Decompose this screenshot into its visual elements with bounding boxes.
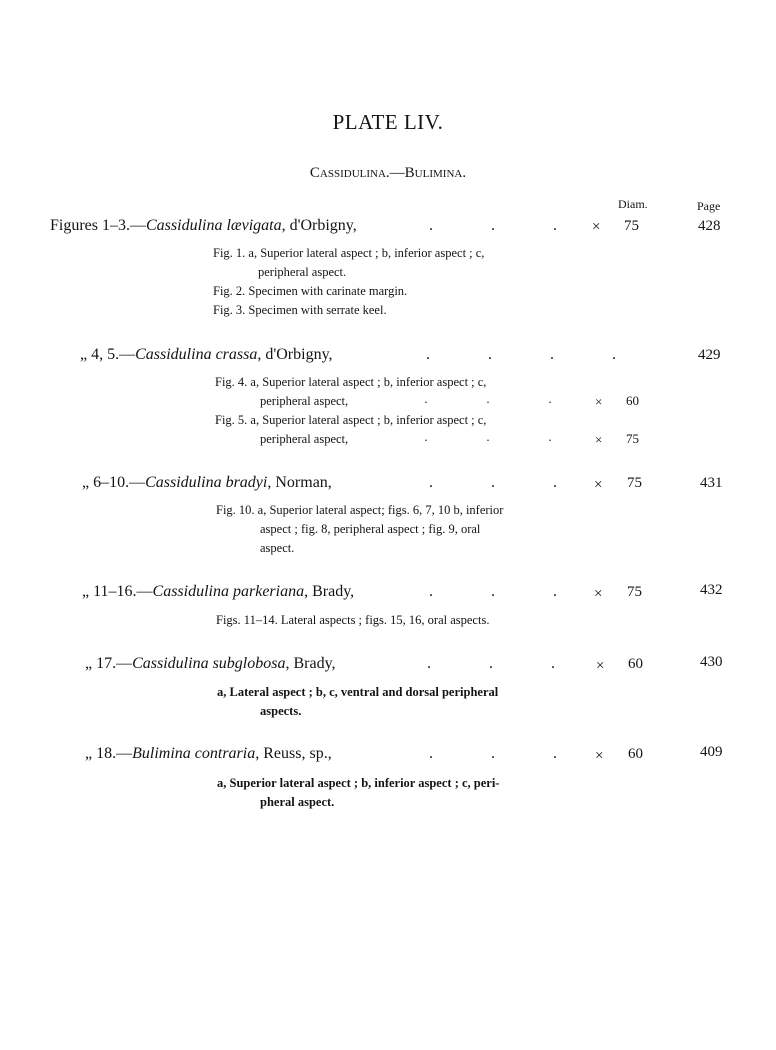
description-line: Fig. 3. Specimen with serrate keel. (213, 303, 387, 317)
entry-page: 429 (698, 347, 721, 363)
entry-species: parkeriana (232, 583, 305, 600)
entry-page: 432 (700, 582, 723, 598)
leader-dots: . . . (429, 583, 557, 600)
description-line: aspects. (260, 704, 302, 718)
leader-dots: . . . (424, 391, 552, 406)
description-line: a, Superior lateral aspect ; b, inferior aspect ; c, peri- (217, 776, 500, 790)
entry-diameter: 60 (626, 393, 639, 408)
entry-genus: Bulimina (132, 745, 191, 762)
entry-genus: Cassidulina (135, 346, 212, 363)
entry-multiplication-sign: × (596, 658, 605, 674)
subtitle-genus-2: Bulimina (404, 165, 463, 181)
description-line: aspect. (260, 541, 295, 555)
entry-author: , Brady, (304, 583, 355, 600)
description-line: Fig. 5. a, Superior lateral aspect ; b, inferior aspect ; c, (215, 413, 487, 427)
plate-title: PLATE LIV. (332, 110, 444, 134)
description-line: Fig. 10. a, Superior lateral aspect; figs. 6, 7, 10 b, inferior (216, 503, 504, 517)
description-line: a, Lateral aspect ; b, c, ventral and dorsal peripheral (217, 685, 499, 699)
entry-multiplication-sign: × (595, 748, 604, 764)
entry-species: crassa (215, 346, 258, 363)
leader-dots: . . . (424, 429, 552, 444)
entry-diameter: 60 (628, 746, 643, 762)
entry-page: 428 (698, 218, 721, 234)
leader-dots: . . . (429, 474, 557, 491)
entry-diameter: 75 (626, 431, 639, 446)
entry-heading (82, 583, 354, 601)
entry-species: subglobosa (212, 655, 286, 672)
leader-dots: . . . (427, 655, 555, 672)
diam-column-header: Diam. (618, 197, 648, 211)
entry-diameter: 60 (628, 656, 643, 672)
entry-genus: Cassidulina (146, 217, 223, 234)
description-line: Figs. 11–14. Lateral aspects ; figs. 15, 16, oral aspects. (216, 613, 490, 627)
entry-author: , Reuss, sp., (255, 745, 332, 762)
entry-figures: Figures 1–3.— (50, 217, 146, 234)
entry-author: , d'Orbigny, (257, 346, 333, 363)
description-line: aspect ; fig. 8, peripheral aspect ; fig. 9, oral (260, 522, 481, 536)
page-column-header: Page (697, 199, 721, 213)
description-line: peripheral aspect. (258, 265, 347, 279)
entry-species: bradyi (225, 474, 268, 491)
entry-multiplication-sign: × (594, 586, 603, 602)
plate-subtitle (0, 165, 776, 182)
entry-genus: Cassidulina (145, 474, 222, 491)
entry-figures: „ 11–16.— (82, 583, 153, 600)
entry-heading (82, 474, 332, 492)
entry-diameter: 75 (627, 584, 642, 600)
entry-figures: „ 6–10.— (82, 474, 146, 491)
entry-diameter: 75 (627, 475, 642, 491)
description-line: Fig. 1. a, Superior lateral aspect ; b, inferior aspect ; c, (213, 246, 485, 260)
entry-multiplication-sign: × (594, 477, 603, 493)
entry-author: , Norman, (267, 474, 332, 491)
entry-multiplication-sign: × (595, 394, 603, 409)
leader-dots: . . . (429, 217, 557, 234)
description-line: Fig. 2. Specimen with carinate margin. (213, 284, 408, 298)
entry-multiplication-sign: × (595, 432, 603, 447)
subtitle-end: . (462, 165, 467, 181)
subtitle-genus-1: Cassidulina (309, 165, 386, 181)
entry-figures: „ 18.— (85, 745, 133, 762)
leader-dots: . . . . (426, 346, 616, 363)
entry-species: contraria (194, 745, 256, 762)
entry-heading (80, 346, 333, 364)
entry-figures: „ 17.— (85, 655, 133, 672)
description-line: peripheral aspect, (260, 394, 349, 408)
entry-figures: „ 4, 5.— (80, 346, 136, 363)
entry-page: 431 (700, 475, 723, 491)
entry-author: , Brady, (285, 655, 336, 672)
entry-page: 430 (700, 654, 723, 670)
entry-page: 409 (700, 744, 723, 760)
entry-author: , d'Orbigny, (281, 217, 357, 234)
entry-genus: Cassidulina (152, 583, 229, 600)
entry-heading (85, 655, 336, 673)
description-line: Fig. 4. a, Superior lateral aspect ; b, inferior aspect ; c, (215, 375, 487, 389)
entry-heading (50, 217, 357, 235)
entry-species: lævigata (226, 217, 282, 234)
description-line: peripheral aspect, (260, 432, 349, 446)
description-line: pheral aspect. (260, 795, 335, 809)
entry-multiplication-sign: × (592, 219, 601, 235)
subtitle-separator: .— (385, 165, 405, 181)
leader-dots: . . . (429, 745, 557, 762)
entry-diameter: 75 (624, 218, 639, 234)
entry-genus: Cassidulina (132, 655, 209, 672)
entry-heading (85, 745, 332, 763)
